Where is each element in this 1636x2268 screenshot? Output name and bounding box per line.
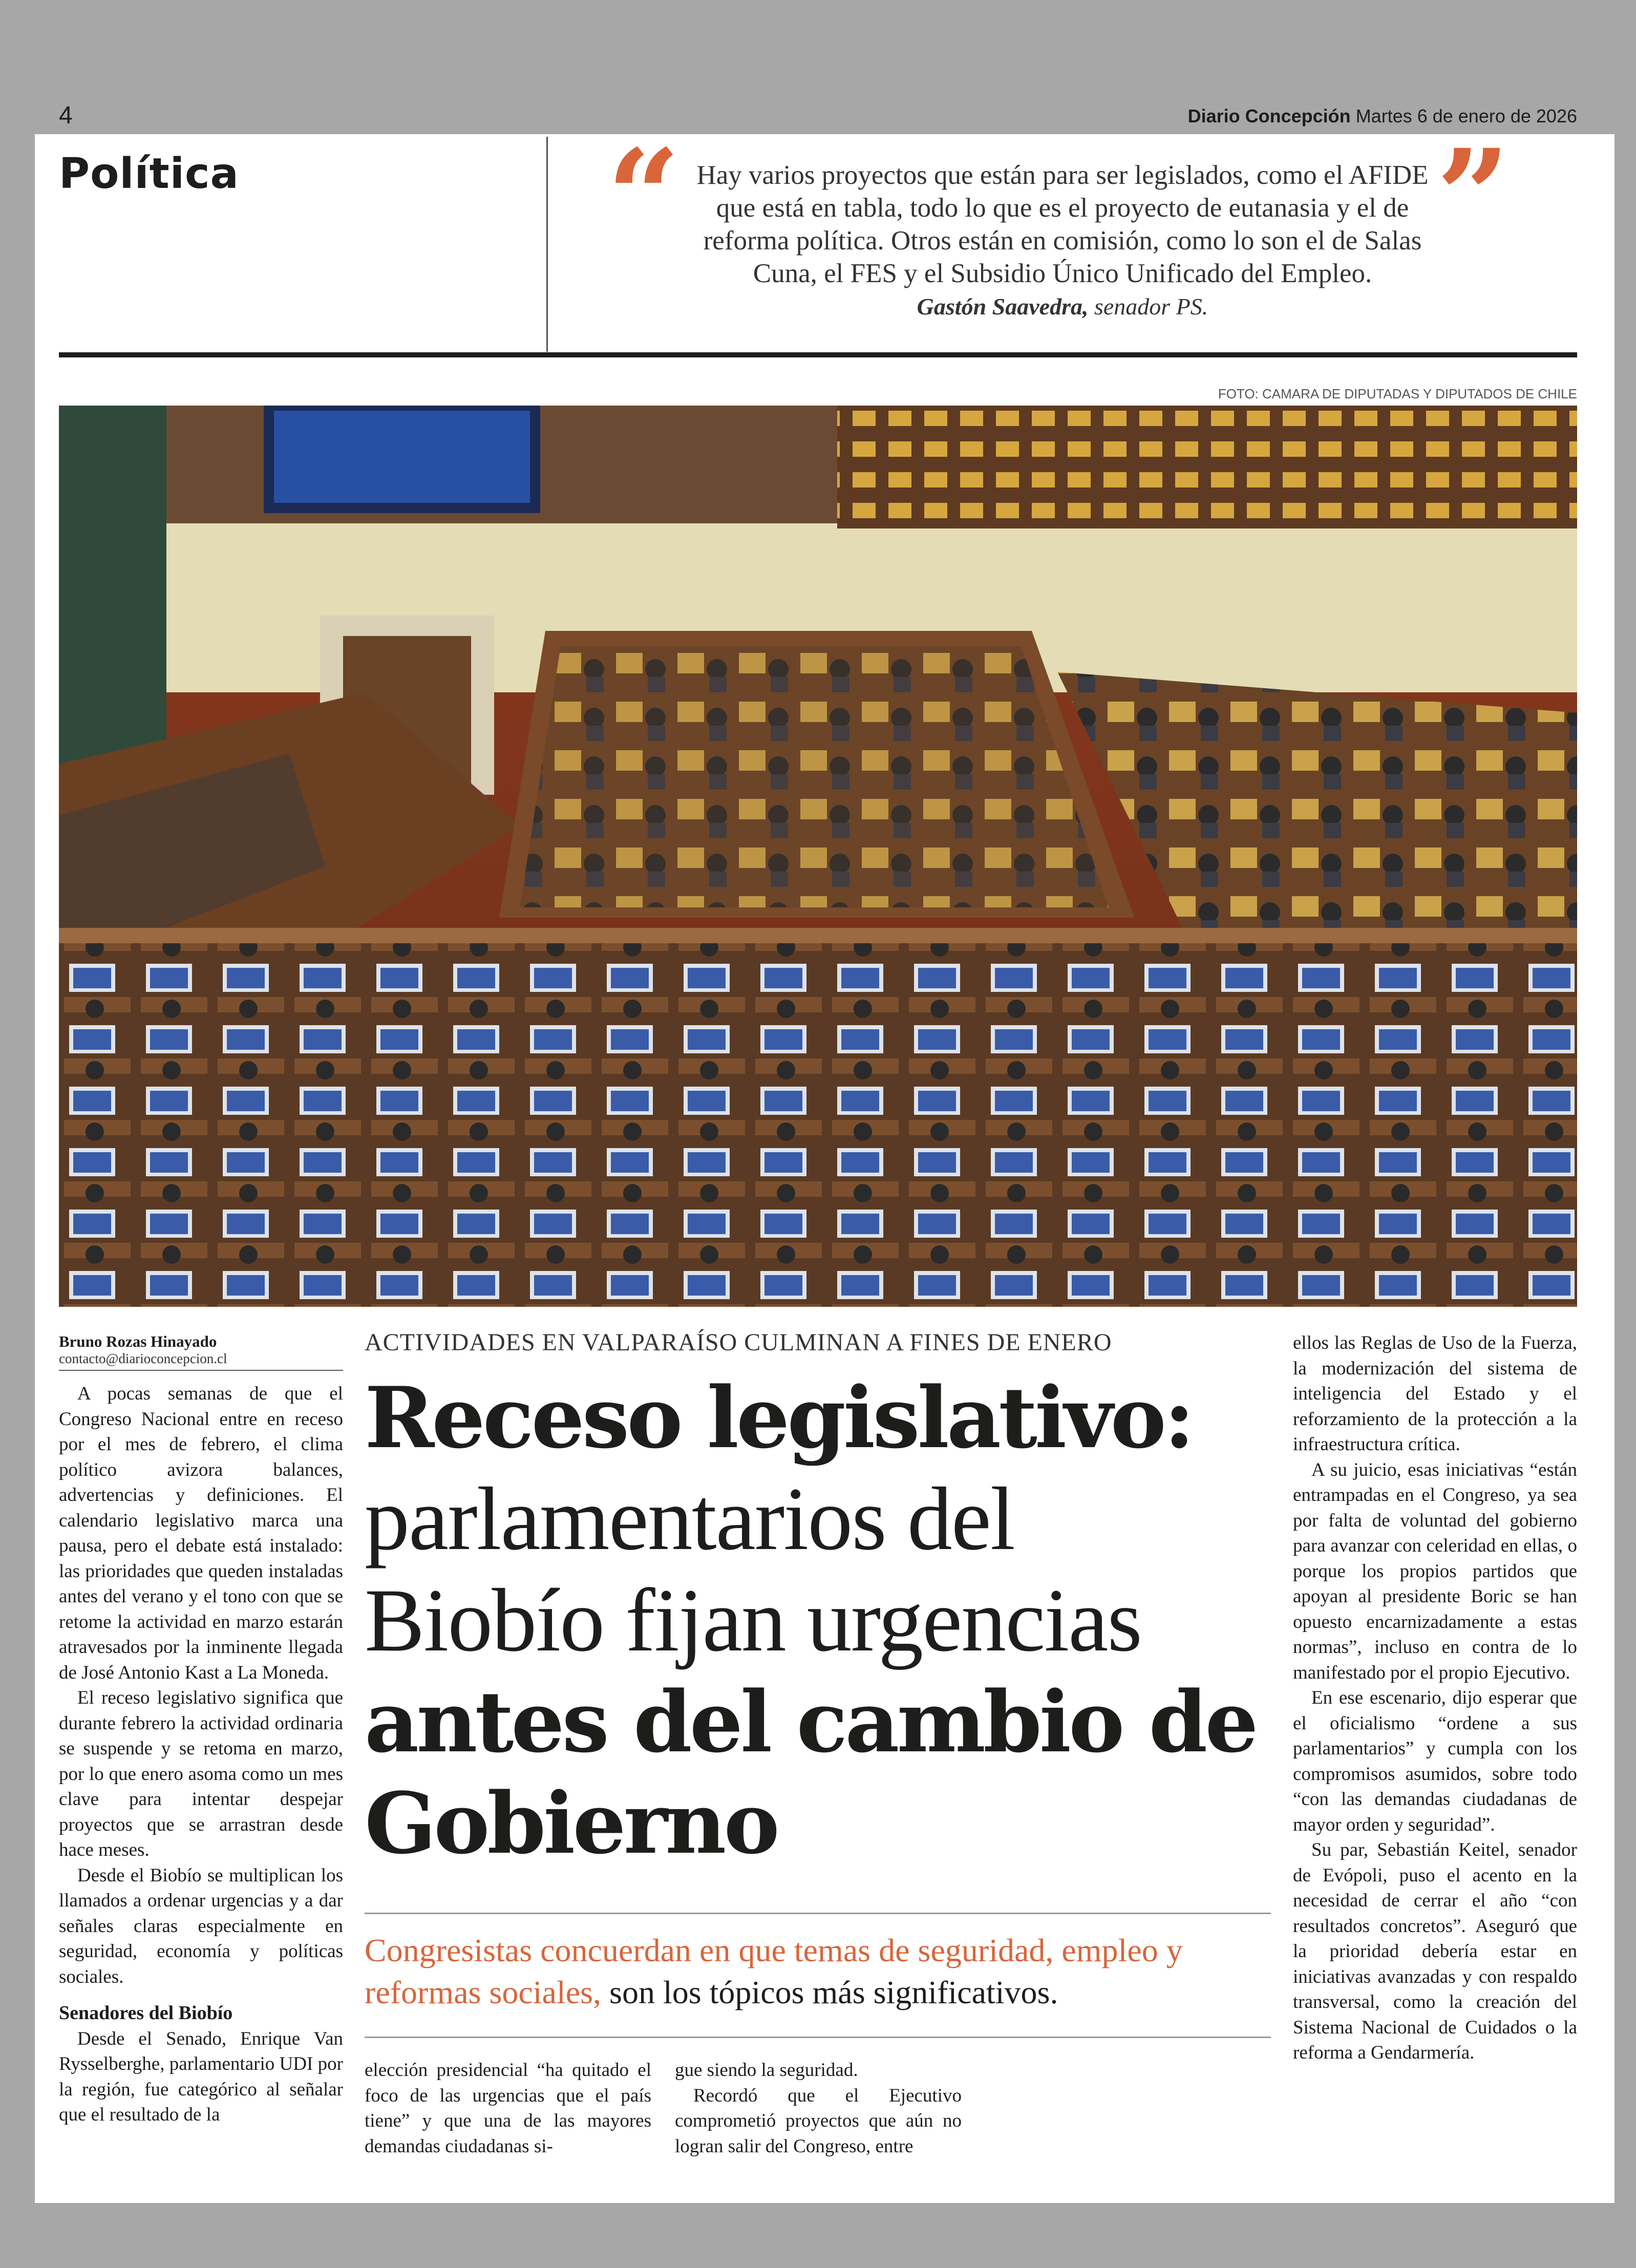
article-paragraph: El receso legislativo significa que durante febrero la actividad ordinaria se suspende y se retoma en marzo, por lo que enero asoma como un mes clave para intentar despejar proyectos que se arrastran desde hace meses. xyxy=(59,1687,343,1860)
author-email[interactable]: contacto@diarioconcepcion.cl xyxy=(59,1351,343,1371)
headline-line: Biobío fijan urgencias xyxy=(365,1571,1141,1670)
issue-date: Martes 6 de enero de 2026 xyxy=(1355,105,1577,126)
byline xyxy=(59,1332,343,1371)
article-paragraph: Desde el Biobío se multiplican los llamados a ordenar urgencias y a dar señales claras especialmente en seguridad, economía y políticas sociales. xyxy=(59,1864,343,1987)
article-paragraph: En ese escenario, dijo esperar que el oficialismo “ordene a sus parlamentarios” y cumpla con los compromisos asumidos, sobre todo “con las demandas ciudadanas de mayor orden y seguridad”. xyxy=(1293,1687,1577,1835)
article-column-2 xyxy=(365,2058,651,2159)
author-name: Bruno Rozas Hinayado xyxy=(59,1332,217,1350)
quote-author-role: senador PS. xyxy=(1094,293,1208,320)
open-quote-icon: “ xyxy=(607,121,681,271)
article-kicker: ACTIVIDADES EN VALPARAÍSO CULMINAN A FINES DE ENERO xyxy=(365,1329,1112,1356)
deck-highlight: Congresistas concuerdan en que temas de seguridad, empleo y reformas sociales, xyxy=(365,1932,1183,2010)
headline-line: Receso legislativo: xyxy=(365,1368,1193,1467)
headline-line: parlamentarios del xyxy=(365,1469,1014,1569)
deck-rest: son los tópicos más significativos. xyxy=(609,1974,1058,2010)
article-subhead: Senadores del Biobío xyxy=(59,2002,233,2024)
page-number: 4 xyxy=(59,102,73,129)
article-paragraph: Desde el Senado, Enrique Van Rysselberghe, parlamentario UDI por la región, fue categórico al señalar que el resultado de la xyxy=(59,2028,343,2125)
article-paragraph: gue siendo la seguridad. xyxy=(675,2060,858,2081)
article-deck xyxy=(365,1930,1271,2013)
masthead xyxy=(1188,105,1577,127)
article-column-right xyxy=(1293,1330,1577,2066)
article-paragraph: elección presidencial “ha quitado el foco de las urgencias que el país tiene” y que una de las mayores demandas ciudadanas si- xyxy=(365,2060,651,2157)
article-headline xyxy=(365,1367,1271,1874)
headline-line: Gobierno xyxy=(365,1774,777,1873)
deck-rule-top xyxy=(365,1913,1271,1914)
deck-rule-bottom xyxy=(365,2037,1271,2038)
article-paragraph: ellos las Reglas de Uso de la Fuerza, la modernización del sistema de inteligencia del Estado y el reforzamiento de la protección a la infraestructura crítica. xyxy=(1293,1332,1577,1455)
article-column-1 xyxy=(59,1381,343,2128)
close-quote-icon: ” xyxy=(1436,121,1510,271)
article-paragraph: Su par, Sebastián Keitel, senador de Evópoli, puso el acento en la necesidad de cerrar el año “con resultados concretos”. Aseguró que la prioridad debería estar en iniciativas avanzadas y con respaldo transversal, como la creación del Sistema Nacional de Cuidados o la reforma a Gendarmería. xyxy=(1293,1839,1577,2063)
article-paragraph: A su juicio, esas iniciativas “están entrampadas en el Congreso, ya sea por falta de voluntad del gobierno para avanzar con celeridad en ellas, o porque los propios partidos que apoyan al presidente Boric se han opuesto encarnizadamente a estas normas”, incluso en contra de lo manifestado por el propio Ejecutivo. xyxy=(1293,1459,1577,1683)
header-divider xyxy=(546,137,548,352)
article-paragraph: Recordó que el Ejecutivo comprometió proyectos que aún no logran salir del Congreso, entre xyxy=(675,2085,962,2157)
pull-quote-attribution xyxy=(686,293,1439,320)
section-title: Política xyxy=(59,150,239,198)
header-rule xyxy=(59,352,1577,357)
publication-name: Diario Concepción xyxy=(1187,105,1351,126)
chamber-photo xyxy=(59,406,1577,1307)
headline-line: antes del cambio de xyxy=(365,1672,1256,1771)
article-column-3 xyxy=(675,2058,962,2159)
article-paragraph: A pocas semanas de que el Congreso Nacional entre en receso por el mes de febrero, el clima político avizora balances, advertencias y definiciones. El calendario legislativo marca una pausa, pero el debate está instalado: las prioridades que queden instaladas antes del verano y el tono con que se retome la actividad en marzo estarán atravesados por la inminente llegada de José Antonio Kast a La Moneda. xyxy=(59,1383,343,1683)
pull-quote-text: Hay varios proyectos que están para ser legislados, como el AFIDE que está en tabla, todo lo que es el proyecto de eutanasia y el de reforma política. Otros están en comisión, como lo son el de Salas Cuna, el FES y el Subsidio Único Unificado del Empleo. xyxy=(696,160,1429,288)
photo-credit: FOTO: CAMARA DE DIPUTADAS Y DIPUTADOS DE CHILE xyxy=(1218,386,1577,401)
quote-author-name: Gastón Saavedra, xyxy=(917,293,1089,320)
